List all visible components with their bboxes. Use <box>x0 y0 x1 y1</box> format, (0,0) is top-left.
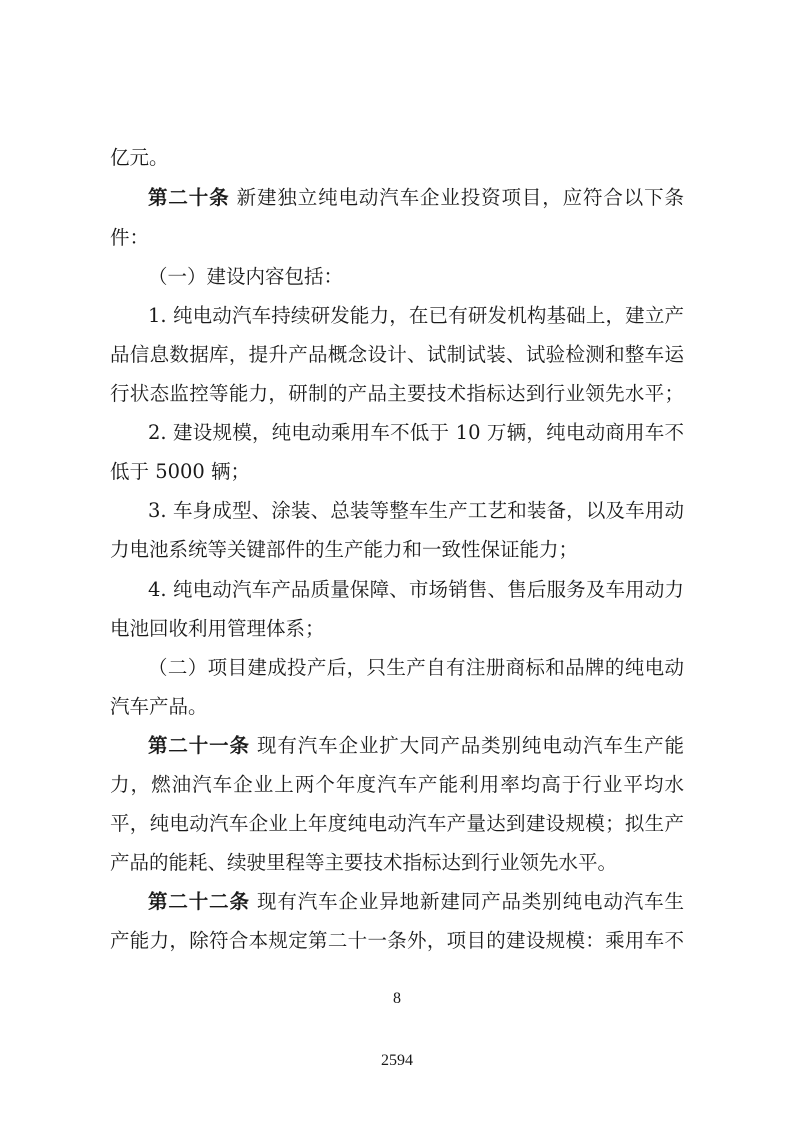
article-label: 第二十条 <box>148 186 230 209</box>
text-line: 3. 车身成型、涂装、总装等整车生产工艺和装备，以及车用动 <box>148 499 684 522</box>
text-line: （一）建设内容包括： <box>148 265 344 288</box>
text-line: 力，燃油汽车企业上两个年度汽车产能利用率均高于行业平均水 <box>110 773 684 796</box>
text-line: 产能力，除符合本规定第二十一条外，项目的建设规模：乘用车不 <box>110 929 684 952</box>
text-line: 1. 纯电动汽车持续研发能力，在已有研发机构基础上，建立产 <box>148 304 684 327</box>
page-number: 8 <box>393 990 401 1007</box>
footer-number: 2594 <box>381 1052 413 1069</box>
article-22-line: 第二十二条 现有汽车企业异地新建同产品类别纯电动汽车生 <box>148 890 684 913</box>
text-line: 平，纯电动汽车企业上年度纯电动汽车产量达到建设规模；拟生产 <box>110 812 684 835</box>
text-line: 汽车产品。 <box>110 695 208 718</box>
text-line: 品信息数据库，提升产品概念设计、试制试装、试验检测和整车运 <box>110 343 684 366</box>
article-label: 第二十一条 <box>148 734 250 757</box>
text-line: 低于 5000 辆； <box>110 460 251 483</box>
text-line: 件： <box>110 226 150 249</box>
text-line: 行状态监控等能力，研制的产品主要技术指标达到行业领先水平； <box>110 382 684 405</box>
text-line: 产品的能耗、续驶里程等主要技术指标达到行业领先水平。 <box>110 851 618 874</box>
text-line: （二）项目建成投产后，只生产自有注册商标和品牌的纯电动 <box>148 656 684 679</box>
text-line: 2. 建设规模，纯电动乘用车不低于 10 万辆，纯电动商用车不 <box>148 421 684 444</box>
article-label: 第二十二条 <box>148 890 250 913</box>
text-line: 电池回收利用管理体系； <box>110 617 325 640</box>
text-line: 4. 纯电动汽车产品质量保障、市场销售、售后服务及车用动力 <box>148 578 684 601</box>
article-21-line: 第二十一条 现有汽车企业扩大同产品类别纯电动汽车生产能 <box>148 734 684 757</box>
text-line: 亿元。 <box>110 146 169 169</box>
article-20-line: 第二十条 新建独立纯电动汽车企业投资项目，应符合以下条 <box>148 186 684 209</box>
text-line: 力电池系统等关键部件的生产能力和一致性保证能力； <box>110 538 579 561</box>
